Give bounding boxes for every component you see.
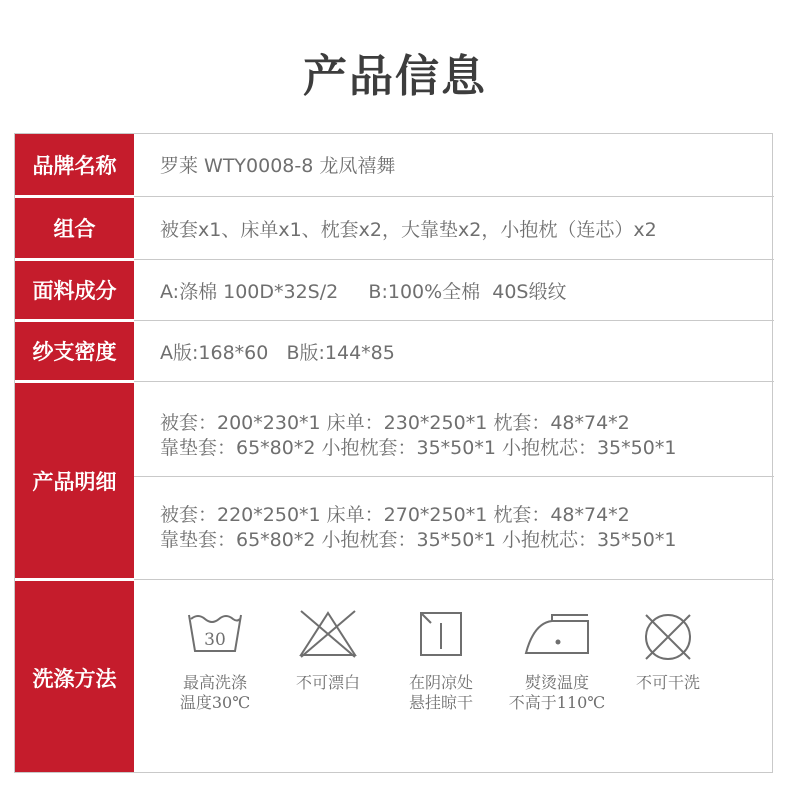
detail-block-a — [160, 411, 676, 461]
row-label: 纱支密度 — [32, 340, 117, 364]
row-washing — [15, 581, 772, 774]
wash-caption — [381, 673, 501, 713]
wash-caption — [608, 673, 728, 693]
row-label: 洗涤方法 — [32, 666, 117, 691]
product-info-table — [14, 133, 773, 773]
detail-line: 靠垫套：65*80*2 小抱枕套：35*50*1 小抱枕芯：35*50*1 — [160, 437, 677, 459]
shade-hang-dry-icon — [417, 609, 465, 659]
wash-item — [497, 581, 617, 774]
wash-temp: 30 — [204, 630, 226, 650]
caption-line: 温度30℃ — [179, 693, 251, 712]
wash-caption — [497, 673, 617, 713]
wash-item — [268, 581, 388, 774]
caption-line: 悬挂晾干 — [408, 693, 473, 712]
row-fabric — [15, 261, 772, 319]
caption-line: 不可干洗 — [635, 673, 700, 692]
detail-line: 被套：200*230*1 床单：230*250*1 枕套：48*74*2 — [160, 412, 630, 434]
divider — [134, 476, 774, 477]
wash-item — [381, 581, 501, 774]
wash-30-icon — [185, 609, 245, 655]
row-value: A版:168*60 B版:144*85 — [160, 341, 395, 364]
row-value: 罗莱 WTY0008-8 龙凤禧舞 — [160, 155, 396, 177]
no-dry-clean-icon — [640, 609, 696, 665]
wash-item — [155, 581, 275, 774]
row-brand — [15, 134, 772, 195]
caption-line: 最高洗涤 — [182, 673, 247, 692]
caption-line: 不可漂白 — [295, 673, 360, 692]
no-bleach-icon — [297, 609, 359, 659]
caption-line: 不高于110℃ — [508, 693, 606, 712]
row-combination — [15, 198, 772, 258]
divider — [134, 381, 774, 382]
divider — [134, 259, 774, 260]
row-value: A:涤棉 100D*32S/2 B:100%全棉 40S缎纹 — [160, 280, 567, 303]
wash-caption — [268, 673, 388, 693]
page-title: 产品信息 — [303, 51, 487, 102]
row-label: 品牌名称 — [32, 153, 117, 178]
detail-line: 被套：220*250*1 床单：270*250*1 枕套：48*74*2 — [160, 504, 630, 526]
row-label: 面料成分 — [32, 279, 117, 303]
detail-line: 靠垫套：65*80*2 小抱枕套：35*50*1 小抱枕芯：35*50*1 — [160, 529, 677, 551]
wash-caption — [155, 673, 275, 713]
caption-line: 熨烫温度 — [524, 673, 589, 692]
row-density — [15, 322, 772, 380]
row-label: 组合 — [53, 217, 96, 241]
row-label: 产品明细 — [32, 469, 117, 494]
divider — [134, 320, 774, 321]
iron-low-icon — [522, 609, 592, 659]
row-details — [15, 383, 772, 578]
caption-line: 在阴凉处 — [408, 673, 473, 692]
divider — [134, 579, 774, 580]
detail-block-b — [160, 503, 676, 553]
divider — [134, 196, 774, 197]
wash-item — [608, 581, 728, 774]
row-value: 被套x1、床单x1、枕套x2，大靠垫x2，小抱枕（连芯）x2 — [160, 218, 657, 241]
